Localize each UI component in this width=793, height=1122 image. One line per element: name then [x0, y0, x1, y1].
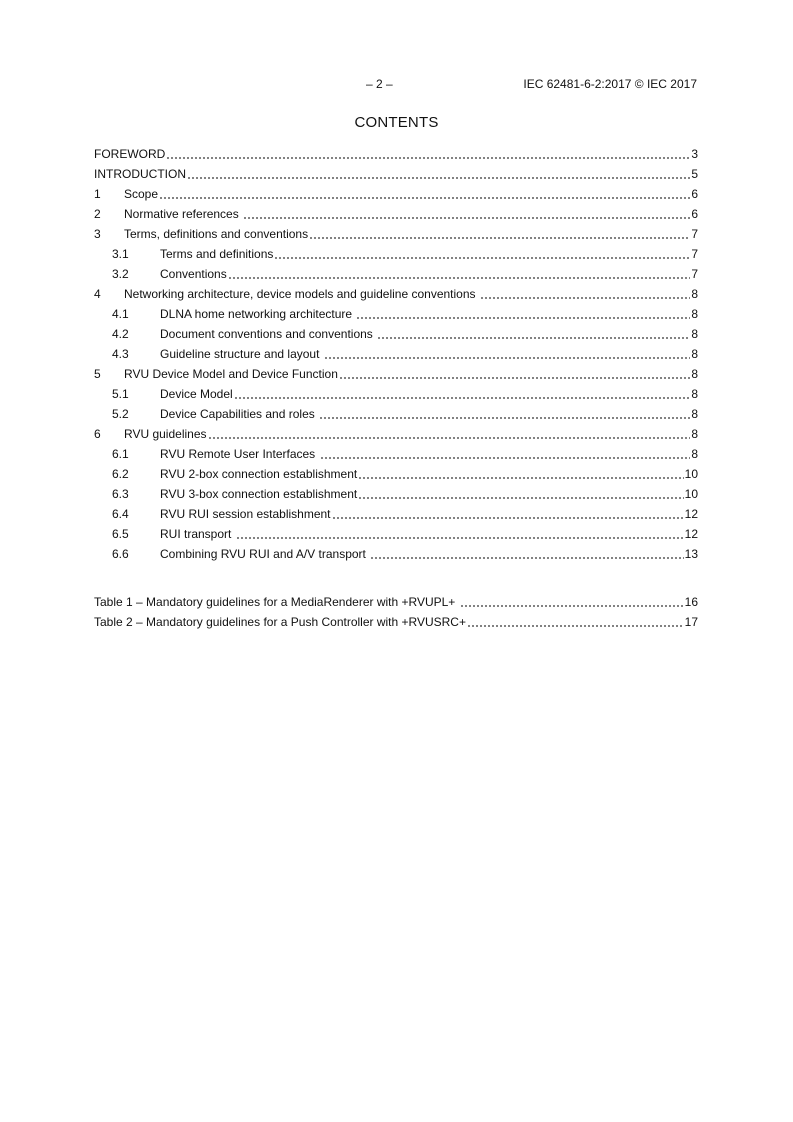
toc-entry-page: 7 — [691, 227, 698, 241]
toc-entry-label: Conventions — [160, 267, 227, 281]
toc-entry-number: 6.3 — [112, 487, 129, 501]
toc-entry-number: 3.2 — [112, 267, 129, 281]
toc-entry-label: RUI transport — [160, 527, 235, 541]
toc-entry-page: 3 — [691, 147, 698, 161]
toc-entry-label: RVU RUI session establishment — [160, 507, 331, 521]
toc-entry-number: 3.1 — [112, 247, 129, 261]
toc-entry-page: 8 — [691, 287, 698, 301]
toc-entry-number: 4 — [94, 287, 101, 301]
toc-entry-page: 6 — [691, 187, 698, 201]
toc-entry[interactable] — [94, 524, 698, 544]
dot-leader — [377, 326, 690, 340]
page-header — [0, 76, 793, 92]
toc-entry-page: 5 — [691, 167, 698, 181]
toc-entry-number: 6.5 — [112, 527, 129, 541]
dot-leader — [159, 186, 690, 200]
dot-leader — [320, 446, 691, 460]
toc-entry-label: Scope — [124, 187, 159, 201]
toc-entry[interactable] — [94, 464, 698, 484]
toc-entry-page: 8 — [691, 367, 698, 381]
toc-entry-number: 4.3 — [112, 347, 129, 361]
toc-entry-label: Terms and definitions — [160, 247, 274, 261]
toc-entry[interactable] — [94, 324, 698, 344]
dot-leader — [236, 526, 684, 540]
table-list-page: 16 — [684, 595, 698, 609]
toc-entry-number: 5.2 — [112, 407, 129, 421]
toc-entry[interactable] — [94, 544, 698, 564]
toc-entry[interactable] — [94, 284, 698, 304]
toc-entry-number: 2 — [94, 207, 101, 221]
toc-entry[interactable] — [94, 504, 698, 524]
toc-entry-label: Device Capabilities and roles — [160, 407, 319, 421]
dot-leader — [187, 166, 690, 180]
dot-leader — [309, 226, 690, 240]
dot-leader — [208, 426, 691, 440]
toc-entry-page: 8 — [691, 407, 698, 421]
toc-entry-page: 8 — [691, 327, 698, 341]
document-id: IEC 62481-6-2:2017 © IEC 2017 — [523, 77, 697, 91]
toc-entry-page: 8 — [691, 447, 698, 461]
table-list-page: 17 — [684, 615, 698, 629]
toc-entry-label: Guideline structure and layout — [160, 347, 323, 361]
toc-entry-number: 4.2 — [112, 327, 129, 341]
table-list-label: Table 1 – Mandatory guidelines for a MediaRenderer with +RVUPL+ — [94, 595, 459, 609]
dot-leader — [370, 546, 683, 560]
toc-entry-label: Terms, definitions and conventions — [124, 227, 309, 241]
toc-entry-page: 13 — [684, 547, 698, 561]
dot-leader — [480, 286, 690, 300]
list-of-tables — [94, 592, 698, 632]
table-list-label: Table 2 – Mandatory guidelines for a Push Controller with +RVUSRC+ — [94, 615, 466, 629]
table-list-entry[interactable] — [94, 592, 698, 612]
toc-entry-number: 6.6 — [112, 547, 129, 561]
toc-entry[interactable] — [94, 224, 698, 244]
toc-entry[interactable] — [94, 164, 698, 184]
toc-entry-label: RVU 2-box connection establishment — [160, 467, 358, 481]
toc-entry[interactable] — [94, 364, 698, 384]
dot-leader — [467, 614, 684, 628]
toc-entry-number: 6 — [94, 427, 101, 441]
toc-entry-page: 12 — [684, 507, 698, 521]
toc-entry-label: RVU guidelines — [124, 427, 207, 441]
dot-leader — [358, 486, 683, 500]
toc-entry[interactable] — [94, 424, 698, 444]
toc-entry-label: INTRODUCTION — [94, 167, 186, 181]
toc-entry-page: 12 — [684, 527, 698, 541]
toc-entry-number: 1 — [94, 187, 101, 201]
toc-entry-number: 5.1 — [112, 387, 129, 401]
toc-entry-page: 8 — [691, 347, 698, 361]
toc-entry[interactable] — [94, 144, 698, 164]
table-of-contents — [94, 144, 698, 564]
toc-entry[interactable] — [94, 384, 698, 404]
toc-entry-page: 8 — [691, 427, 698, 441]
toc-entry-label: RVU 3-box connection establishment — [160, 487, 358, 501]
toc-entry[interactable] — [94, 404, 698, 424]
page-number: – 2 – — [366, 77, 393, 91]
dot-leader — [332, 506, 684, 520]
toc-entry-label: Combining RVU RUI and A/V transport — [160, 547, 370, 561]
toc-entry-page: 7 — [691, 247, 698, 261]
toc-entry-label: FOREWORD — [94, 147, 166, 161]
toc-entry[interactable] — [94, 204, 698, 224]
toc-entry-label: RVU Remote User Interfaces — [160, 447, 319, 461]
dot-leader — [324, 346, 691, 360]
toc-entry-number: 4.1 — [112, 307, 129, 321]
toc-entry[interactable] — [94, 344, 698, 364]
toc-entry-number: 6.4 — [112, 507, 129, 521]
toc-entry[interactable] — [94, 244, 698, 264]
dot-leader — [358, 466, 683, 480]
toc-entry-label: Document conventions and conventions — [160, 327, 377, 341]
dot-leader — [356, 306, 690, 320]
toc-entry-label: Device Model — [160, 387, 233, 401]
toc-entry-number: 6.2 — [112, 467, 129, 481]
dot-leader — [319, 406, 690, 420]
dot-leader — [460, 594, 684, 608]
toc-entry[interactable] — [94, 484, 698, 504]
toc-entry[interactable] — [94, 184, 698, 204]
toc-entry-label: Networking architecture, device models and guideline conventions — [124, 287, 479, 301]
dot-leader — [166, 146, 690, 160]
toc-entry-page: 8 — [691, 387, 698, 401]
toc-entry-label: RVU Device Model and Device Function — [124, 367, 338, 381]
toc-entry[interactable] — [94, 304, 698, 324]
toc-entry-page: 7 — [691, 267, 698, 281]
toc-entry-page: 10 — [684, 487, 698, 501]
dot-leader — [274, 246, 690, 260]
toc-entry-label: DLNA home networking architecture — [160, 307, 356, 321]
toc-entry-page: 6 — [691, 207, 698, 221]
toc-entry[interactable] — [94, 444, 698, 464]
toc-entry[interactable] — [94, 264, 698, 284]
dot-leader — [243, 206, 690, 220]
toc-entry-label: Normative references — [124, 207, 243, 221]
toc-entry-number: 6.1 — [112, 447, 129, 461]
contents-title: CONTENTS — [354, 114, 439, 131]
table-list-entry[interactable] — [94, 612, 698, 632]
toc-entry-number: 3 — [94, 227, 101, 241]
toc-entry-page: 10 — [684, 467, 698, 481]
dot-leader — [228, 266, 691, 280]
toc-entry-page: 8 — [691, 307, 698, 321]
dot-leader — [234, 386, 691, 400]
toc-entry-number: 5 — [94, 367, 101, 381]
dot-leader — [339, 366, 690, 380]
